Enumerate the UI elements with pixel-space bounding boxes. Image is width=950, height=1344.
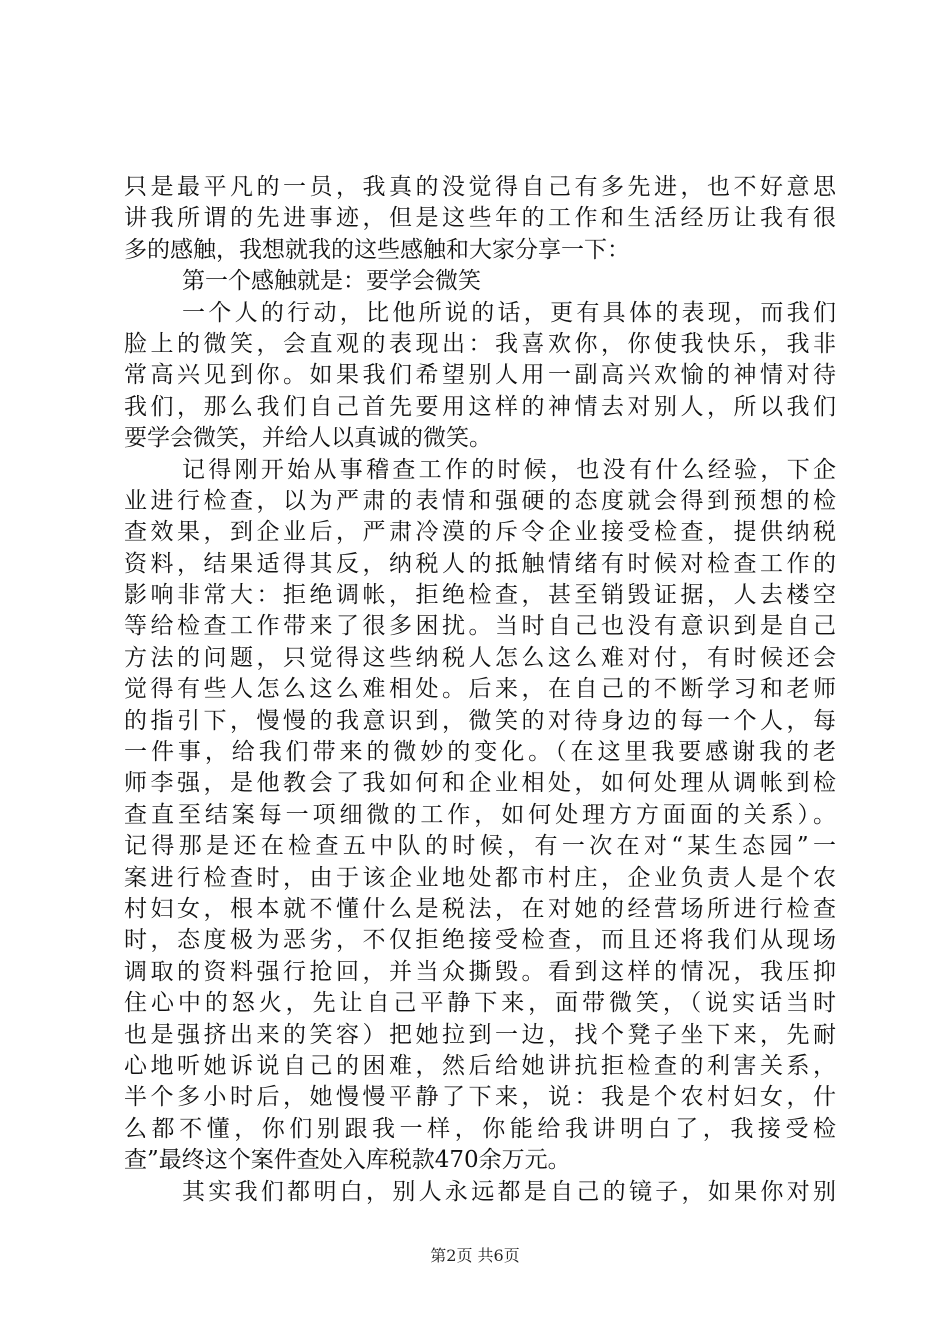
text-line: 查”最终这个案件查处入库税款470余万元。 bbox=[124, 1147, 571, 1174]
text-line: 觉得有些人怎么这么难相处。后来，在自己的不断学习和老师 bbox=[124, 676, 836, 703]
text-line: 一个人的行动，比他所说的话，更有具体的表现，而我们 bbox=[182, 299, 836, 326]
text-line: 半个多小时后，她慢慢平静了下来，说：我是个农村妇女，什 bbox=[124, 1084, 836, 1111]
text-line: 么都不懂，你们别跟我一样，你能给我讲明白了，我接受检 bbox=[124, 1115, 836, 1142]
text-line: 查效果，到企业后，严肃冷漠的斥令企业接受检查，提供纳税 bbox=[124, 519, 836, 546]
text-line: 影响非常大：拒绝调帐，拒绝检查，甚至销毁证据，人去楼空 bbox=[124, 582, 836, 609]
text-line: 心地听她诉说自己的困难，然后给她讲抗拒检查的利害关系， bbox=[124, 1052, 836, 1079]
text-line: 一件事，给我们带来的微妙的变化。（在这里我要感谢我的老 bbox=[124, 739, 836, 766]
text-line: 常高兴见到你。如果我们希望别人用一副高兴欢愉的神情对待 bbox=[124, 362, 836, 389]
section-heading: 第一个感触就是：要学会微笑 bbox=[182, 268, 481, 295]
text-line: 时，态度极为恶劣，不仅拒绝接受检查，而且还将我们从现场 bbox=[124, 927, 836, 954]
text-line: 方法的问题，只觉得这些纳税人怎么这么难对付，有时候还会 bbox=[124, 644, 836, 671]
text-line: 多的感触，我想就我的这些感触和大家分享一下： bbox=[124, 236, 630, 263]
text-line: 调取的资料强行抢回，并当众撕毁。看到这样的情况，我压抑 bbox=[124, 958, 836, 985]
text-line: 也是强挤出来的笑容）把她拉到一边，找个凳子坐下来，先耐 bbox=[124, 1021, 836, 1048]
text-line: 师李强，是他教会了我如何和企业相处，如何处理从调帐到检 bbox=[124, 770, 836, 797]
text-line: 的指引下，慢慢的我意识到，微笑的对待身边的每一个人，每 bbox=[124, 707, 836, 734]
text-line: 只是最平凡的一员，我真的没觉得自己有多先进，也不好意思 bbox=[124, 174, 836, 200]
text-line: 记得那是还在检查五中队的时候，有一次在对“某生态园”一 bbox=[124, 833, 836, 860]
text-line: 资料，结果适得其反，纳税人的抵触情绪有时候对检查工作的 bbox=[124, 550, 836, 577]
text-line: 业进行检查，以为严肃的表情和强硬的态度就会得到预想的检 bbox=[124, 487, 836, 514]
text-line: 我们，那么我们自己首先要用这样的神情去对别人，所以我们 bbox=[124, 393, 836, 420]
text-line: 案进行检查时，由于该企业地处都市村庄，企业负责人是个农 bbox=[124, 864, 836, 891]
text-line: 要学会微笑，并给人以真诚的微笑。 bbox=[124, 425, 492, 452]
page-number: 第2页 共6页 bbox=[430, 1246, 520, 1265]
text-line: 等给检查工作带来了很多困扰。当时自己也没有意识到是自己 bbox=[124, 613, 836, 640]
text-line: 其实我们都明白，别人永远都是自己的镜子，如果你对别 bbox=[182, 1178, 836, 1205]
text-line: 村妇女，根本就不懂什么是税法，在对她的经营场所进行检查 bbox=[124, 895, 836, 922]
text-line: 查直至结案每一项细微的工作，如何处理方方面面的关系）。 bbox=[124, 801, 836, 828]
text-line: 脸上的微笑，会直观的表现出：我喜欢你，你使我快乐，我非 bbox=[124, 330, 836, 357]
text-line: 住心中的怒火，先让自己平静下来，面带微笑，（说实话当时 bbox=[124, 990, 836, 1017]
text-line: 讲我所谓的先进事迹，但是这些年的工作和生活经历让我有很 bbox=[124, 205, 836, 232]
text-line: 记得刚开始从事稽查工作的时候，也没有什么经验，下企 bbox=[182, 456, 836, 483]
document-body bbox=[124, 172, 836, 1208]
